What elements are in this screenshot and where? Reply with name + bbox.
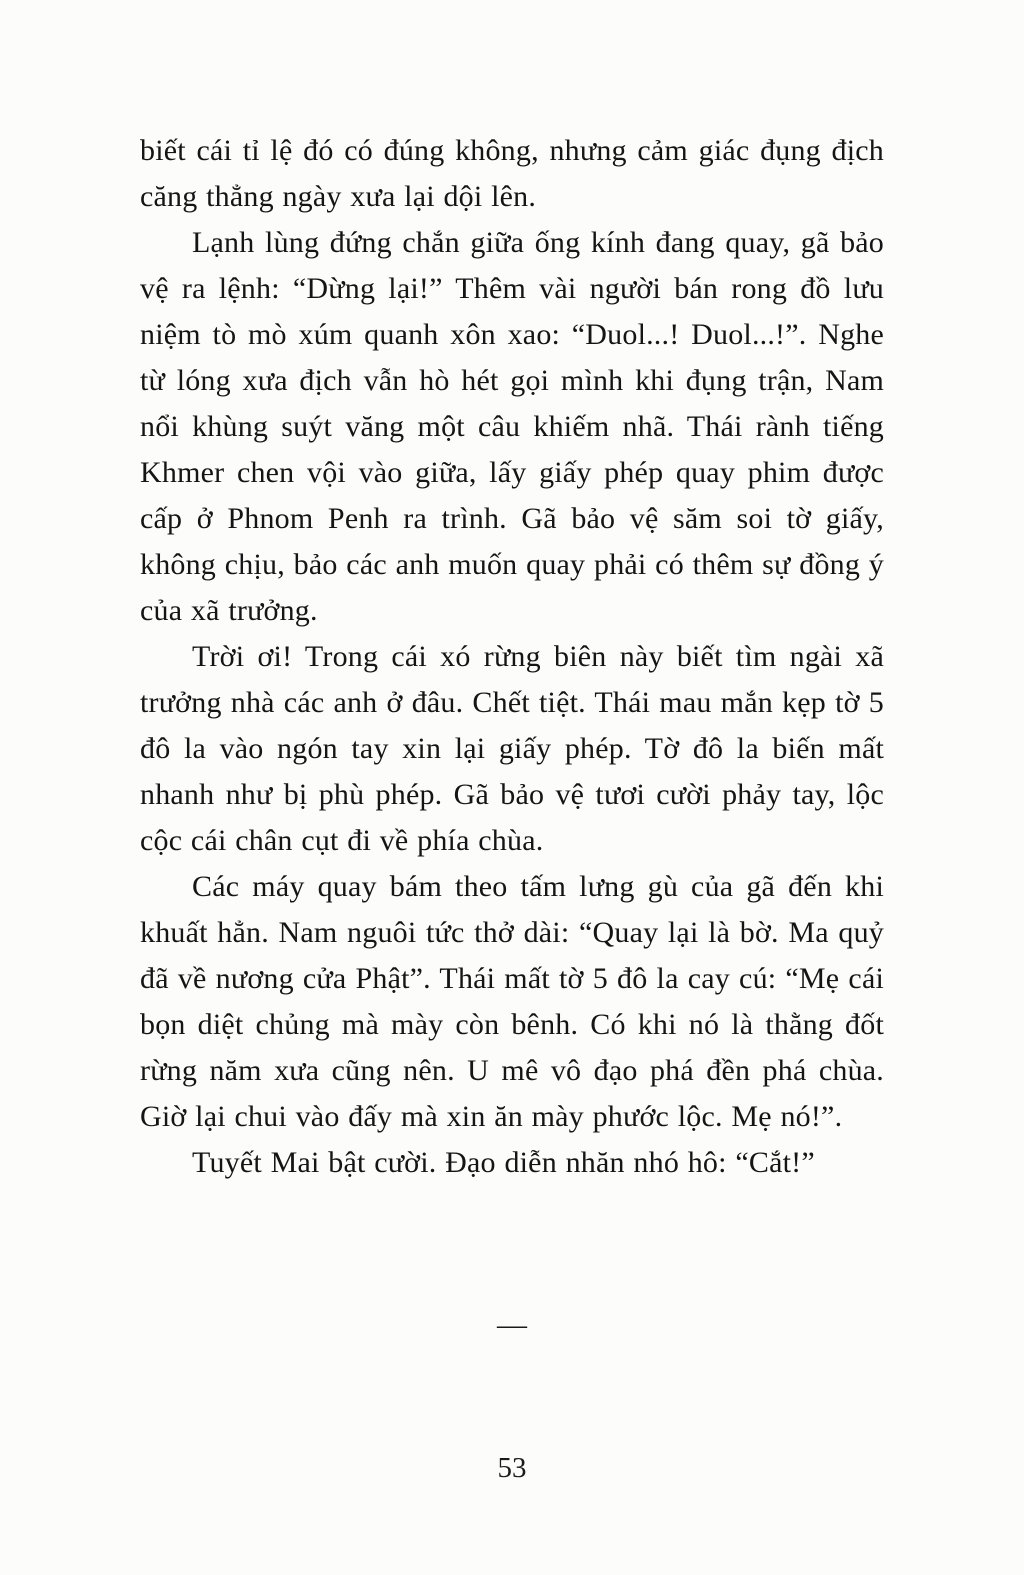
page-number: 53 [497,1452,527,1484]
section-separator: — [497,1308,527,1341]
body-text [140,128,884,1186]
paragraph: Các máy quay bám theo tấm lưng gù của gã đến khi khuất hẳn. Nam nguôi tức thở dài: “Quay lại là bờ. Ma quỷ đã về nương cửa Phật”. Thái mất tờ 5 đô la cay cú: “Mẹ cái bọn diệt chủng mà mày còn bênh. Có khi nó là thằng đốt rừng năm xưa cũng nên. U mê vô đạo phá đền phá chùa. Giờ lại chui vào đấy mà xin ăn mày phước lộc. Mẹ nó!”. [140,870,884,1133]
paragraph: Tuyết Mai bật cười. Đạo diễn nhăn nhó hô: “Cắt!” [192,1146,815,1179]
paragraph: Trời ơi! Trong cái xó rừng biên này biết tìm ngài xã trưởng nhà các anh ở đâu. Chết tiệt. Thái mau mắn kẹp tờ 5 đô la vào ngón tay xin lại giấy phép. Tờ đô la biến mất nhanh như bị phù phép. Gã bảo vệ tươi cười phảy tay, lộc cộc cái chân cụt đi về phía chùa. [140,640,884,857]
paragraph: Lạnh lùng đứng chắn giữa ống kính đang quay, gã bảo vệ ra lệnh: “Dừng lại!” Thêm vài người bán rong đồ lưu niệm tò mò xúm quanh xôn xao: “Duol...! Duol...!”. Nghe từ lóng xưa địch vẫn hò hét gọi mình khi đụng trận, Nam nổi khùng suýt văng một câu khiếm nhã. Thái rành tiếng Khmer chen vội vào giữa, lấy giấy phép quay phim được cấp ở Phnom Penh ra trình. Gã bảo vệ săm soi tờ giấy, không chịu, bảo các anh muốn quay phải có thêm sự đồng ý của xã trưởng. [140,226,884,627]
paragraph: biết cái tỉ lệ đó có đúng không, nhưng cảm giác đụng địch căng thẳng ngày xưa lại dội lên. [140,134,884,213]
